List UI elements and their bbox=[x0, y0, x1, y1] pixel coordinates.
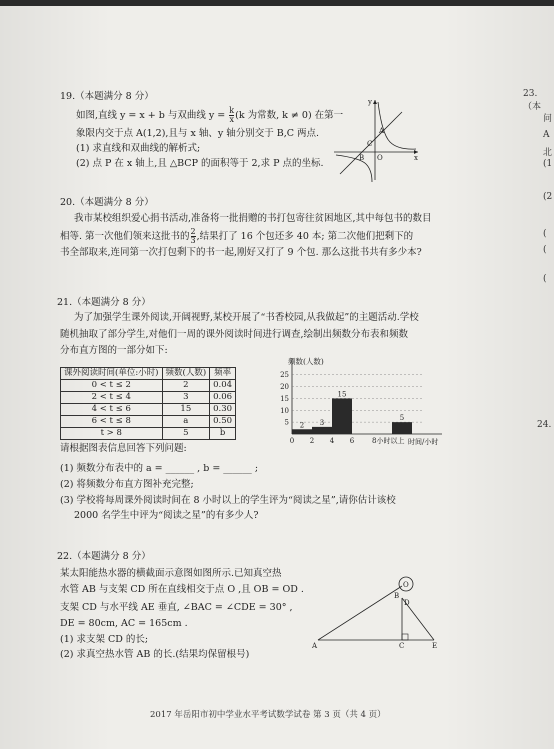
graph-label-o: O bbox=[377, 154, 383, 162]
y-tick-label: 15 bbox=[280, 394, 289, 403]
q22-line2: 水管 AB 与支架 CD 所在直线相交于点 O ,且 OB = OD . bbox=[60, 584, 304, 595]
chart-title: 频数(人数) bbox=[288, 357, 324, 366]
q22-header: 22.（本题满分 8 分） bbox=[57, 551, 151, 562]
q21-part3a: (3) 学校将每周课外阅读时间在 8 小时以上的学生评为“阅读之星”,请你估计该校 bbox=[60, 495, 396, 506]
x-tick-label: 8小时以上 bbox=[372, 437, 405, 445]
edge-q24: 24. bbox=[537, 420, 552, 430]
col-header-time: 课外阅读时间(单位:小时) bbox=[61, 368, 163, 380]
y-tick-label: 5 bbox=[284, 418, 289, 427]
q22-diagram bbox=[308, 568, 448, 652]
q22-line1: 某太阳能热水器的横截面示意图如图所示.已知真空热 bbox=[60, 568, 282, 579]
graph-label-x: x bbox=[414, 154, 418, 162]
q20-line2: 相等. 第一次他们领来这批书的 $\frac{2}{3}$ ,结果打了 16 个包还多 40 本; 第二次他们把剩下的 bbox=[60, 227, 414, 245]
q19-graph bbox=[330, 94, 422, 184]
q21-header: 21.（本题满分 8 分） bbox=[57, 297, 151, 308]
edge-frag4: (1 bbox=[543, 159, 553, 169]
q21-line1: 为了加强学生课外阅读,开阔视野,某校开展了“书香校园,从我做起”的主题活动.学校 bbox=[74, 312, 419, 323]
x-tick-label: 6 bbox=[349, 437, 355, 445]
edge-frag2: A bbox=[543, 130, 550, 140]
q21-part1: (1) 频数分布表中的 a = ______ , b = ______ ; bbox=[60, 463, 259, 474]
q20-line1: 我市某校组织爱心捐书活动,准备将一批捐赠的书打包寄往贫困地区,其中每包书的数目 bbox=[74, 213, 432, 224]
diagram-label-a: A bbox=[312, 642, 318, 650]
diagram-label-b: B bbox=[394, 592, 400, 600]
edge-frag6: ( bbox=[543, 229, 547, 239]
diagram-label-e: E bbox=[432, 642, 438, 650]
q19-line2: 象限内交于点 A(1,2),且与 x 轴、y 轴分别交于 B,C 两点. bbox=[76, 128, 320, 139]
graph-label-a: A bbox=[379, 127, 385, 135]
q22-line4: DE = 80cm, AC = 165cm . bbox=[60, 618, 188, 629]
frequency-histogram bbox=[270, 354, 450, 449]
edge-frag3: 北 bbox=[543, 148, 553, 158]
col-header-count: 频数(人数) bbox=[162, 368, 210, 380]
frequency-table bbox=[60, 367, 236, 440]
q20-header: 20.（本题满分 8 分） bbox=[60, 197, 154, 208]
edge-q23: 23.（本 bbox=[523, 89, 542, 112]
table-row: 4 < t ≤ 6 15 0.30 bbox=[61, 404, 236, 416]
q19-header: 19.（本题满分 8 分） bbox=[60, 91, 154, 102]
diagram-label-c: C bbox=[399, 642, 405, 650]
y-tick-label: 20 bbox=[280, 383, 289, 392]
histogram-bar bbox=[292, 429, 312, 434]
q20-fraction: $\frac{2}{3}$ bbox=[190, 227, 196, 245]
q19-fraction: $\frac{k}{x}$ bbox=[229, 106, 235, 124]
bar-data-label: 5 bbox=[399, 414, 405, 423]
q21-line2: 随机抽取了部分学生,对他们一周的课外阅读时间进行调查,绘制出频数分布表和频数 bbox=[60, 329, 409, 340]
col-header-rate: 频率 bbox=[210, 368, 236, 380]
edge-frag8: ( bbox=[543, 274, 547, 284]
table-row: 6 < t ≤ 8 a 0.50 bbox=[61, 416, 236, 428]
q22-part1: (1) 求支架 CD 的长; bbox=[60, 634, 149, 645]
bar-data-label: 3 bbox=[319, 418, 325, 427]
table-row: t > 8 5 b bbox=[61, 428, 236, 440]
bar-data-label: 2 bbox=[299, 421, 305, 430]
graph-label-b: B bbox=[359, 154, 365, 162]
x-tick-label: 0 bbox=[289, 437, 295, 445]
edge-frag5: (2 bbox=[543, 192, 553, 202]
q22-line3: 支架 CD 与水平线 AE 垂直, ∠BAC = ∠CDE = 30° , bbox=[60, 602, 293, 613]
x-tick-label: 4 bbox=[329, 437, 335, 445]
histogram-bar bbox=[392, 422, 412, 434]
q22-part2: (2) 求真空热水管 AB 的长.(结果均保留根号) bbox=[60, 649, 250, 660]
q19-part1: (1) 求直线和双曲线的解析式; bbox=[76, 143, 201, 154]
page-footer: 2017 年岳阳市初中学业水平考试数学试卷 第 3 页（共 4 页） bbox=[150, 710, 386, 720]
exam-page bbox=[0, 6, 554, 749]
q21-part2: (2) 将频数分布直方图补充完整; bbox=[60, 479, 194, 490]
q19-line1: 如图,直线 y = x + b 与双曲线 y = $\frac{k}{x}$ (k 为常数, k ≠ 0) 在第一 bbox=[76, 106, 344, 124]
histogram-bar bbox=[332, 398, 352, 434]
diagram-label-d: D bbox=[404, 599, 410, 607]
x-axis-label: 时间/小时 bbox=[408, 438, 439, 446]
q19-part2: (2) 点 P 在 x 轴上,且 △BCP 的面积等于 2,求 P 点的坐标. bbox=[76, 158, 324, 169]
histogram-bar bbox=[312, 427, 332, 434]
table-row: 0 < t ≤ 2 2 0.04 bbox=[61, 380, 236, 392]
edge-frag7: ( bbox=[543, 245, 547, 255]
table-header-row bbox=[61, 368, 236, 380]
q21-part3b: 2000 名学生中评为“阅读之星”的有多少人? bbox=[74, 510, 259, 521]
q21-line3: 分布直方图的一部分如下: bbox=[60, 345, 168, 356]
q20-line3: 书全部取来,连同第一次打包剩下的书一起,刚好又打了 9 个包. 那么这批书共有多少本? bbox=[60, 247, 422, 258]
y-tick-label: 25 bbox=[280, 371, 289, 380]
bar-data-label: 15 bbox=[337, 390, 347, 399]
table-row: 2 < t ≤ 4 3 0.06 bbox=[61, 392, 236, 404]
edge-frag1: 问 bbox=[543, 114, 553, 124]
y-tick-label: 10 bbox=[280, 406, 289, 415]
q21-prompt: 请根据图表信息回答下列问题: bbox=[60, 443, 187, 454]
graph-label-c: C bbox=[367, 140, 373, 148]
diagram-label-o: O bbox=[403, 581, 409, 589]
graph-label-y: y bbox=[368, 98, 372, 106]
x-tick-label: 2 bbox=[309, 437, 315, 445]
